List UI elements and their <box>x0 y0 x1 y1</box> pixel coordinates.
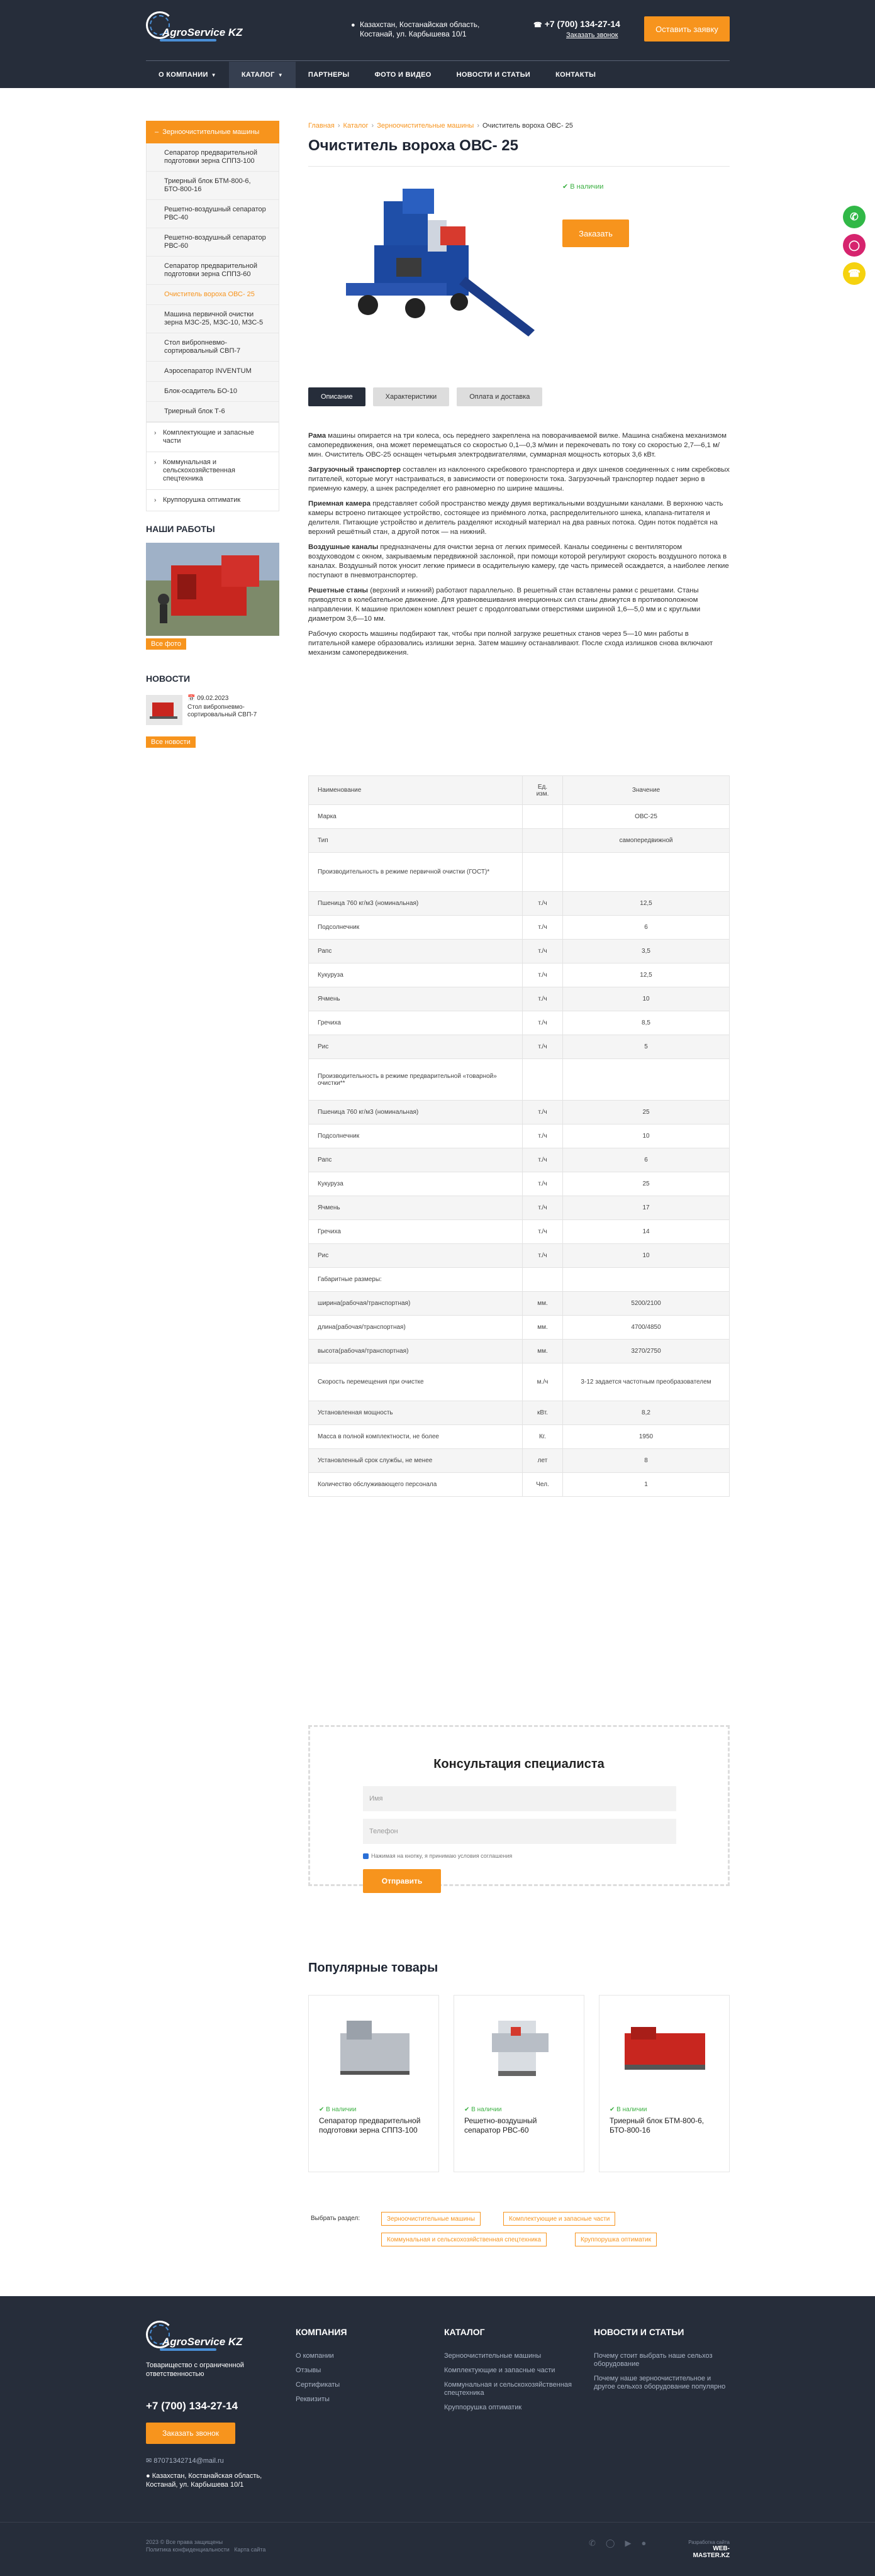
spec-value: 10 <box>563 1124 730 1148</box>
spec-name: Производительность в режиме предварительной «товарной» очистки** <box>309 1059 523 1101</box>
spec-value: 10 <box>563 987 730 1011</box>
spec-name: Рис <box>309 1244 523 1268</box>
spec-value <box>563 1268 730 1292</box>
spec-row <box>309 1244 730 1268</box>
footer-col-title: НОВОСТИ И СТАТЬИ <box>594 2327 684 2337</box>
copyright: 2023 © Все права защищены <box>146 2539 223 2545</box>
spec-unit: мм. <box>523 1316 563 1340</box>
product-tabs <box>308 387 542 406</box>
spec-value: 12,5 <box>563 963 730 987</box>
spec-name: длина(рабочая/транспортная) <box>309 1316 523 1340</box>
nav-label: КАТАЛОГ <box>241 71 275 79</box>
brand-name: AgroService KZ <box>162 2336 243 2348</box>
description-paragraph <box>308 586 730 624</box>
spec-unit: кВт. <box>523 1401 563 1425</box>
card-stock-text: В наличии <box>471 2106 502 2113</box>
spec-name: ширина(рабочая/транспортная) <box>309 1292 523 1316</box>
footer-legal <box>146 2538 265 2553</box>
developer-name: WEB-MASTER.KZ <box>693 2545 730 2559</box>
sidebar-category[interactable] <box>146 490 279 511</box>
spec-unit: т./ч <box>523 1148 563 1172</box>
footer-link[interactable]: Отзывы <box>296 2367 321 2374</box>
address-line: Казахстан, Костанайская область, <box>360 20 480 29</box>
spec-name: Тип <box>309 829 523 853</box>
footer-link[interactable]: Комплектующие и запасные части <box>444 2367 555 2374</box>
spec-unit <box>523 853 563 892</box>
footer-address-text: Казахстан, Костанайская область, Костанай, ул. Карбышева 10/1 <box>146 2472 262 2489</box>
spec-name: Подсолнечник <box>309 1124 523 1148</box>
breadcrumb-separator: › <box>477 122 479 130</box>
spec-row <box>309 1473 730 1497</box>
description-paragraph <box>308 543 730 580</box>
phone-number[interactable]: +7 (700) 134-27-14 <box>544 19 620 29</box>
stock-text: В наличии <box>570 183 604 191</box>
spec-row <box>309 1401 730 1425</box>
spec-row <box>309 1101 730 1124</box>
description-term: Рама <box>308 432 326 440</box>
spec-row <box>309 987 730 1011</box>
works-photo-image <box>146 543 279 636</box>
spec-unit: т./ч <box>523 892 563 916</box>
sidebar-item[interactable]: Решетно-воздушный сепаратор РВС-40 <box>147 200 279 228</box>
spec-value: 6 <box>563 916 730 940</box>
section-chip[interactable]: Комплектующие и запасные части <box>503 2212 615 2226</box>
spec-value: 5200/2100 <box>563 1292 730 1316</box>
spec-name: Подсолнечник <box>309 916 523 940</box>
spec-row <box>309 1316 730 1340</box>
agree-label: Нажимая на кнопку, я принимаю условия соглашения <box>371 1853 513 1859</box>
spec-row <box>309 853 730 892</box>
header-address <box>351 20 480 39</box>
tab-payment-delivery[interactable]: Оплата и доставка <box>457 387 542 406</box>
spec-table <box>308 775 730 1497</box>
sidebar-item[interactable]: Аэросепаратор INVENTUM <box>147 362 279 382</box>
chevron-right-icon: › <box>154 430 157 436</box>
nav-item-photo-video[interactable]: ФОТО И ВИДЕО <box>374 71 432 79</box>
spec-unit: т./ч <box>523 1035 563 1059</box>
spec-name: Масса в полной комплектности, не более <box>309 1425 523 1449</box>
developer-label: Разработка сайта <box>688 2540 730 2545</box>
works-photo[interactable] <box>146 543 279 636</box>
spec-unit: лет <box>523 1449 563 1473</box>
spec-value: 8,5 <box>563 1011 730 1035</box>
spec-value: 25 <box>563 1101 730 1124</box>
agree-checkbox-row[interactable] <box>363 1853 512 1859</box>
footer-email-text[interactable]: 87071342714@mail.ru <box>153 2457 224 2465</box>
spec-name: Марка <box>309 805 523 829</box>
spec-value: 3270/2750 <box>563 1340 730 1363</box>
spec-value: 4700/4850 <box>563 1316 730 1340</box>
sidebar-category-label: Круппорушка оптиматик <box>163 496 241 504</box>
spec-unit: т./ч <box>523 1244 563 1268</box>
sidebar-item[interactable]: Стол вибропневмо-сортировальный СВП-7 <box>147 333 279 362</box>
spec-row <box>309 1124 730 1148</box>
chevron-right-icon: › <box>154 459 157 466</box>
description-paragraph <box>308 465 730 494</box>
send-button[interactable]: Отправить <box>363 1869 441 1893</box>
nav-item-contacts[interactable]: КОНТАКТЫ <box>555 71 596 79</box>
footer-link[interactable]: Почему наше зерноочистительное и другое сельхоз оборудование популярно <box>594 2375 726 2390</box>
spec-name: Кукуруза <box>309 963 523 987</box>
all-news-link[interactable]: Все новости <box>146 736 196 748</box>
section-chip[interactable]: Зерноочистительные машины <box>381 2212 481 2226</box>
sidebar-submenu <box>146 143 279 423</box>
nav-label: О КОМПАНИИ <box>159 71 208 79</box>
sidebar-category[interactable] <box>146 452 279 490</box>
product-card[interactable] <box>454 1995 584 2172</box>
spec-row <box>309 963 730 987</box>
spec-row <box>309 940 730 963</box>
spec-unit: мм. <box>523 1292 563 1316</box>
spec-value: 3-12 задается частотным преобразователем <box>563 1363 730 1401</box>
spec-name: Рис <box>309 1035 523 1059</box>
footer-phone[interactable]: +7 (700) 134-27-14 <box>146 2400 238 2412</box>
nav-item-catalog[interactable] <box>229 62 296 88</box>
footer-link[interactable]: Круппорушка оптиматик <box>444 2404 522 2411</box>
spec-name: Установленный срок службы, не менее <box>309 1449 523 1473</box>
spec-name: Количество обслуживающего персонала <box>309 1473 523 1497</box>
choose-section-label: Выбрать раздел: <box>311 2215 360 2222</box>
description-paragraph <box>308 499 730 537</box>
spec-name: Рапс <box>309 940 523 963</box>
location-pin-icon: ● <box>351 21 355 29</box>
check-icon: ✔ <box>562 183 569 191</box>
spec-row <box>309 1268 730 1292</box>
card-stock-text: В наличии <box>326 2106 357 2113</box>
card-name[interactable]: Триерный блок БТМ-800-6, БТО-800-16 <box>610 2116 705 2135</box>
spec-row <box>309 1292 730 1316</box>
instagram-icon[interactable]: ◯ <box>605 2538 615 2548</box>
spec-value: 14 <box>563 1220 730 1244</box>
tab-characteristics[interactable]: Характеристики <box>373 387 450 406</box>
spec-header-name: Наименование <box>309 776 523 805</box>
footer-legal-links <box>146 2546 265 2553</box>
spec-unit <box>523 1268 563 1292</box>
spec-value: 3,5 <box>563 940 730 963</box>
description-paragraph <box>308 431 730 460</box>
site-logo[interactable] <box>146 9 243 43</box>
spec-value <box>563 853 730 892</box>
spec-row <box>309 1340 730 1363</box>
spec-unit: т./ч <box>523 1196 563 1220</box>
sidebar-item[interactable]: Решетно-воздушный сепаратор РВС-60 <box>147 228 279 257</box>
company-description: Товарищество с ограниченной ответственностью <box>146 2362 244 2378</box>
product-card[interactable] <box>599 1995 730 2172</box>
breadcrumb-catalog[interactable]: Каталог <box>343 122 369 130</box>
spec-row <box>309 916 730 940</box>
breadcrumb-current: Очиститель вороха ОВС- 25 <box>482 122 573 130</box>
product-image[interactable] <box>308 176 547 360</box>
spec-row <box>309 1148 730 1172</box>
spec-name: Кукуруза <box>309 1172 523 1196</box>
breadcrumb-separator: › <box>371 122 374 130</box>
spec-unit: т./ч <box>523 987 563 1011</box>
spec-header-value: Значение <box>563 776 730 805</box>
sitemap-link[interactable]: Карта сайта <box>234 2546 266 2553</box>
news-date: 📅 09.02.2023 <box>187 695 229 702</box>
brand-name: AgroService KZ <box>162 26 243 38</box>
spec-row <box>309 805 730 829</box>
agree-checkbox[interactable] <box>363 1853 369 1859</box>
spec-row <box>309 1425 730 1449</box>
spec-unit: т./ч <box>523 963 563 987</box>
spec-unit: мм. <box>523 1340 563 1363</box>
main-nav <box>146 62 730 88</box>
footer-callback-button[interactable]: Заказать звонок <box>146 2423 235 2444</box>
phone-float-icon[interactable]: ☎ <box>843 262 866 285</box>
sidebar-item-current[interactable]: Очиститель вороха ОВС- 25 <box>147 285 279 305</box>
sidebar-category-label: Коммунальная и сельскохозяйственная спецтехника <box>163 458 235 482</box>
section-chip[interactable]: Круппорушка оптиматик <box>575 2233 657 2246</box>
spec-value: 8,2 <box>563 1401 730 1425</box>
product-card[interactable] <box>308 1995 439 2172</box>
instagram-float-icon[interactable]: ◯ <box>843 234 866 257</box>
product-photo <box>308 176 547 360</box>
sidebar-category[interactable] <box>146 423 279 452</box>
chevron-right-icon: › <box>154 497 157 504</box>
chevron-down-icon: ▼ <box>211 72 216 78</box>
consultation-form <box>308 1725 730 1886</box>
card-name[interactable]: Сепаратор предварительной подготовки зерна СППЗ-100 <box>319 2116 421 2135</box>
name-input[interactable]: Имя <box>363 1786 676 1811</box>
footer-social <box>589 2538 646 2548</box>
card-stock-text: В наличии <box>616 2106 647 2113</box>
product-card-image <box>473 2014 566 2084</box>
description-text: (верхний и нижний) работают параллельно. В решетный стан вставлены рамки с решетами. Станы приводятся в колебательное движение. Для уравновешивания инерционных сил станы движутся в противоположном направлении. К машине приложен комплект решет с продолговатыми отверстиями шириной 1,6—5,0 мм и с круглыми диаметром 3,6—10 мм. <box>308 587 701 623</box>
section-chip[interactable]: Коммунальная и сельскохозяйственная спецтехника <box>381 2233 547 2246</box>
card-name[interactable]: Решетно-воздушный сепаратор РВС-60 <box>464 2116 537 2135</box>
spec-row <box>309 1363 730 1401</box>
consultation-title: Консультация специалиста <box>433 1757 605 1771</box>
spec-name: высота(рабочая/транспортная) <box>309 1340 523 1363</box>
spec-row <box>309 1172 730 1196</box>
card-stock: ✔ В наличии <box>319 2106 357 2113</box>
spec-row <box>309 1011 730 1035</box>
spec-name: Рапс <box>309 1148 523 1172</box>
footer-link[interactable]: Реквизиты <box>296 2396 330 2403</box>
spec-name: Ячмень <box>309 1196 523 1220</box>
all-photos-link[interactable]: Все фото <box>146 638 186 650</box>
order-button[interactable]: Оставить заявку <box>644 16 730 42</box>
sidebar <box>146 121 279 748</box>
spec-name: Габаритные размеры: <box>309 1268 523 1292</box>
nav-item-partners[interactable]: ПАРТНЕРЫ <box>308 71 350 79</box>
breadcrumb <box>308 122 573 130</box>
footer-link[interactable]: Коммунальная и сельскохозяйственная спецтехника <box>444 2381 572 2397</box>
spec-value: самопередвижной <box>563 829 730 853</box>
spec-value: 1 <box>563 1473 730 1497</box>
spec-unit: Кг. <box>523 1425 563 1449</box>
phone-icon: ☎ <box>533 21 542 29</box>
stock-status <box>562 182 603 191</box>
footer-col-catalog <box>444 2327 576 2418</box>
chevron-down-icon: ▼ <box>277 72 283 78</box>
product-description <box>308 431 730 663</box>
spec-name: Гречиха <box>309 1220 523 1244</box>
spec-row <box>309 1035 730 1059</box>
youtube-icon[interactable]: ▶ <box>625 2538 632 2548</box>
spec-unit <box>523 1059 563 1101</box>
news-text[interactable]: Стол вибропневмо-сортировальный СВП-7 <box>187 704 257 718</box>
header-phone[interactable] <box>533 19 620 29</box>
description-text: предназначены для очистки зерна от легких примесей. Каналы соединены с вентилятором воздуховодом с окном, закрываемым передвижной заслонкой, при помощи которой регулируют скорость воздушного потока в каналах. Воздушный поток уносит легкие примеси в осадительную камеру, где часть примесей осаждается, а наиболее легкие поступают в пневмотранспортер. <box>308 543 729 579</box>
card-stock: ✔ В наличии <box>464 2106 502 2113</box>
spec-unit <box>523 829 563 853</box>
spec-value: 17 <box>563 1196 730 1220</box>
description-text: машины опирается на три колеса, ось переднего закреплена на поворачиваемой вилке. Машина снабжена механизмом самопередвижения, она может перемещаться со скоростью 0,1—0,3 м/мин и перекочевать по току со скоростью 2,7—6,1 м/мин. Очиститель ОВС-25 оснащен четырьмя электродвигателями, суммарная мощность которых 3,6 кВт. <box>308 432 727 458</box>
site-footer <box>0 2296 875 2576</box>
address-line: Костанай, ул. Карбышева 10/1 <box>360 30 467 38</box>
nav-item-about[interactable] <box>146 62 229 88</box>
developer-credit[interactable] <box>683 2540 730 2559</box>
footer-divider <box>0 2522 875 2523</box>
footer-col-title: КАТАЛОГ <box>444 2327 485 2337</box>
phone-input[interactable]: Телефон <box>363 1819 676 1844</box>
spec-unit <box>523 805 563 829</box>
spec-unit: т./ч <box>523 1172 563 1196</box>
sidebar-category-active[interactable]: – Зерноочистительные машины <box>146 121 279 143</box>
logo-swoosh <box>160 39 216 42</box>
news-title: НОВОСТИ <box>146 674 191 684</box>
spec-unit: т./ч <box>523 1101 563 1124</box>
sidebar-item[interactable]: Сепаратор предварительной подготовки зерна СППЗ-60 <box>147 257 279 285</box>
spec-unit: т./ч <box>523 916 563 940</box>
popular-title: Популярные товары <box>308 1961 438 1975</box>
vk-icon[interactable]: ● <box>641 2538 647 2548</box>
spec-name: Пшеница 760 кг/м3 (номинальная) <box>309 892 523 916</box>
footer-email[interactable] <box>146 2457 224 2465</box>
breadcrumb-separator: › <box>337 122 340 130</box>
spec-unit: м./ч <box>523 1363 563 1401</box>
spec-value: 10 <box>563 1244 730 1268</box>
logo-swoosh <box>160 2348 216 2351</box>
sidebar-item[interactable]: Машина первичной очистки зерна МЗС-25, МЗС-10, МЗС-5 <box>147 305 279 333</box>
description-text: Рабочую скорость машины подбирают так, чтобы при полной загрузке решетных станов через 5—10 мин работы в питательной камере образовались излишки зерна. Затем машину останавливают. После схода излишков снова включают механизм самопередвижения. <box>308 630 713 657</box>
breadcrumb-home[interactable]: Главная <box>308 122 335 130</box>
sidebar-item[interactable]: Сепаратор предварительной подготовки зерна СППЗ-100 <box>147 143 279 172</box>
description-text: составлен из наклонного скребкового транспортера и двух шнеков соединенных с ним скребковых питателей, которые могут настраиваться, в зависимости от поверхности тока. Загрузочный транспортер подает зерно в приемную камеру, а шнек распределяет его равномерно по ширине машины. <box>308 466 730 492</box>
footer-col-company <box>296 2327 421 2410</box>
spec-name: Производительность в режиме первичной очистки (ГОСТ)* <box>309 853 523 892</box>
spec-value <box>563 1059 730 1101</box>
spec-row <box>309 892 730 916</box>
spec-row <box>309 1220 730 1244</box>
description-term: Загрузочный транспортер <box>308 466 401 474</box>
spec-header-row <box>309 776 730 805</box>
spec-value: 6 <box>563 1148 730 1172</box>
works-title: НАШИ РАБОТЫ <box>146 524 215 534</box>
footer-address <box>146 2472 272 2489</box>
footer-link[interactable]: О компании <box>296 2352 334 2360</box>
page-title: Очиститель вороха ОВС- 25 <box>308 137 518 154</box>
spec-unit: т./ч <box>523 940 563 963</box>
footer-col-news <box>594 2327 730 2397</box>
buy-button[interactable]: Заказать <box>562 219 629 247</box>
footer-col-title: КОМПАНИЯ <box>296 2327 347 2337</box>
description-term: Воздушные каналы <box>308 543 379 551</box>
description-term: Приемная камера <box>308 500 371 508</box>
spec-unit: т./ч <box>523 1220 563 1244</box>
spec-unit: Чел. <box>523 1473 563 1497</box>
description-paragraph <box>308 630 730 658</box>
spec-value: 8 <box>563 1449 730 1473</box>
sidebar-item[interactable]: Триерный блок БТМ-800-6, БТО-800-16 <box>147 172 279 200</box>
spec-row <box>309 1059 730 1101</box>
spec-value: 1950 <box>563 1425 730 1449</box>
spec-value: ОВС-25 <box>563 805 730 829</box>
spec-row <box>309 1449 730 1473</box>
nav-item-news[interactable]: НОВОСТИ И СТАТЬИ <box>456 71 531 79</box>
spec-name: Установленная мощность <box>309 1401 523 1425</box>
sidebar-item[interactable]: Блок-осадитель БО-10 <box>147 382 279 402</box>
news-thumbnail <box>146 695 182 725</box>
news-date-text: 09.02.2023 <box>197 695 229 702</box>
spec-header-unit: Ед. изм. <box>523 776 563 805</box>
whatsapp-float-icon[interactable]: ✆ <box>843 206 866 228</box>
spec-name: Ячмень <box>309 987 523 1011</box>
tab-description[interactable]: Описание <box>308 387 365 406</box>
footer-link[interactable]: Почему стоит выбрать наше сельхоз оборудование <box>594 2352 713 2368</box>
spec-row <box>309 1196 730 1220</box>
location-pin-icon: ● <box>146 2472 150 2480</box>
news-item[interactable] <box>146 695 279 733</box>
footer-logo[interactable] <box>146 2318 243 2352</box>
title-divider <box>308 166 730 167</box>
spec-value: 5 <box>563 1035 730 1059</box>
description-term: Решетные станы <box>308 587 369 594</box>
whatsapp-icon[interactable]: ✆ <box>589 2538 596 2548</box>
spec-row <box>309 829 730 853</box>
sidebar-category-label: Зерноочистительные машины <box>162 128 260 136</box>
spec-unit: т./ч <box>523 1124 563 1148</box>
breadcrumb-category[interactable]: Зерноочистительные машины <box>377 122 474 130</box>
spec-value: 25 <box>563 1172 730 1196</box>
spec-name: Скорость перемещения при очистке <box>309 1363 523 1401</box>
privacy-policy-link[interactable]: Политика конфиденциальности <box>146 2546 230 2553</box>
sidebar-item[interactable]: Триерный блок Т-6 <box>147 402 279 422</box>
nav-divider <box>146 60 730 61</box>
footer-link[interactable]: Сертификаты <box>296 2381 340 2389</box>
mail-icon: ✉ <box>146 2457 152 2465</box>
spec-name: Гречиха <box>309 1011 523 1035</box>
sidebar-category-label: Комплектующие и запасные части <box>163 429 254 445</box>
spec-value: 12,5 <box>563 892 730 916</box>
description-text: представляет собой пространство между двумя вертикальными воздушными каналами. В верхнюю часть камеры встроено питающее устройство, состоящее из приёмного лотка, распределительного шнека, клапана-питателя и делителя. Питающие устройство и делитель разделяют исходный материал на два равных потока. Один поток подаётся на верхний решётный стан, а другой поток — на нижний. <box>308 500 723 536</box>
product-card-image <box>328 2014 421 2084</box>
spec-unit: т./ч <box>523 1011 563 1035</box>
card-stock: ✔ В наличии <box>610 2106 647 2113</box>
footer-link[interactable]: Зерноочистительные машины <box>444 2352 542 2360</box>
callback-link[interactable]: Заказать звонок <box>566 31 618 39</box>
spec-name: Пшеница 760 кг/м3 (номинальная) <box>309 1101 523 1124</box>
product-card-image <box>618 2014 711 2084</box>
